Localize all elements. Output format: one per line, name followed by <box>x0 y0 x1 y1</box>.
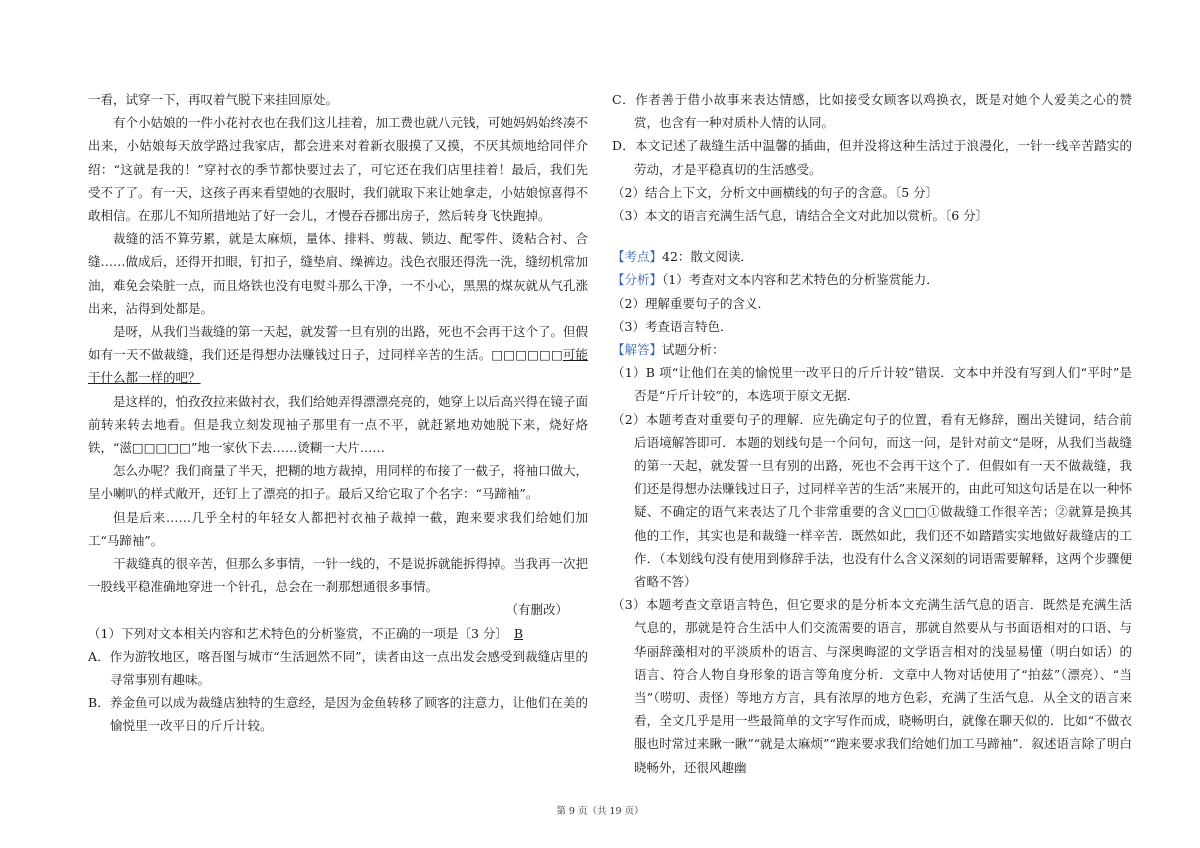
kaodian-text: 42：散文阅读． <box>662 249 753 265</box>
jieda-line <box>612 338 1132 361</box>
question-1-text: （1）下列对文本相关内容和艺术特色的分析鉴赏，不正确的一项是〔3 分〕 <box>88 625 508 641</box>
question-2: （2）结合上下文，分析文中画横线的句子的含意。〔5 分〕 <box>612 184 939 200</box>
option-d: D．本文记述了裁缝生活中温馨的插曲，但并没将这种生活过于浪漫化，一针一线辛苦踏实的劳动，才是平稳真切的生活感受。 <box>612 138 1132 177</box>
right-column <box>612 88 1132 779</box>
para-4 <box>88 320 588 390</box>
kaodian-line <box>612 245 1132 268</box>
page-footer: 第 9 页（共 19 页） <box>556 806 644 817</box>
para-1: 一看，试穿一下，再叹着气脱下来挂回原处。 <box>88 92 339 107</box>
jieda-tag: 【解答】 <box>612 342 663 358</box>
answer-1: （1）B 项“让他们在美的愉悦里一改平日的斤斤计较”错误．文本中并没有写到人们“平时”是否是“斤斤计较”的，本选项于原文无据． <box>612 365 1132 404</box>
placeholder-boxes-1: □□□□□□ <box>491 347 563 363</box>
question-3: （3）本文的语言充满生活气息，请结合全文对此加以赏析。〔6 分〕 <box>612 208 989 224</box>
fenxi-3: （3）考查语言特色． <box>612 318 733 334</box>
para-6: 怎么办呢？我们商量了半天，把糊的地方裁掉，用同样的布接了一截子，将袖口做大，呈小喇叭的样式敞开，还钉上了漂亮的扣子。最后又给它取了个名字：“马蹄袖”。 <box>88 463 589 502</box>
para-5-text: 是这样的，怕孜孜拉来做衬衣，我们给她弄得漂漂亮亮的，她穿上以后高兴得在镜子面前转来转去地看。但是我立刻发现袖子那里有一点不平，就赶紧地劝她脱下来，烧好烙铁，“滋 <box>88 393 589 456</box>
spacer <box>612 227 1132 245</box>
jieda-text: 试题分析： <box>662 342 725 358</box>
placeholder-boxes-2: □□□□□ <box>131 440 191 456</box>
option-a: A．作为游牧地区，喀吾图与城市“生活迥然不同”，读者由这一点出发会感受到裁缝店里的寻常事别有趣味。 <box>88 648 588 688</box>
para-5 <box>88 390 588 460</box>
fenxi-tag: 【分析】 <box>612 272 663 288</box>
fenxi-text: （1）考查对文本内容和艺术特色的分析鉴赏能力． <box>662 272 939 288</box>
para-3: 裁缝的活不算劳累，就是太麻烦，量体、排料、剪裁、锁边、配零件、烫粘合衬、合缝……做成后，还得开扣眼，钉扣子，缝垫肩、缲裤边。浅色衣服还得洗一洗，缝纫机常加油，难免会染脏一点，而且烙铁也没有电熨斗那么干净，一不小心，黑黑的煤灰就从气孔涨出来，沾得到处都是。 <box>88 231 589 316</box>
para-4-text: 是呀，从我们当裁缝的第一天起，就发誓一旦有别的出路，死也不会再干这个了。但假如有一天不做裁缝，我们还是得想办法赚钱过日子，过同样辛苦的生活。 <box>88 324 589 363</box>
para-2: 有个小姑娘的一件小花衬衣也在我们这儿挂着，加工费也就八元钱，可她妈妈始终凑不出来，小姑娘每天放学路过我家店，都会进来对着新衣服摸了又摸，不厌其烦地给同伴介绍：“这就是我的！”穿衬衣的季节都快要过去了，可它还在我们店里挂着！最后，我们先受不了了。有一天，这孩子再来看望她的衣服时，我们就取下来让她拿走，小姑娘惊喜得不敢相信。在那儿不知所措地站了好一会儿，才慢吞吞挪出房子，然后转身飞快跑掉。 <box>88 115 589 224</box>
left-column <box>88 88 588 738</box>
para-5-end: ”地一家伙下去……烫糊一大片…… <box>190 440 385 456</box>
abridged-note: （有删改） <box>505 602 568 618</box>
option-b: B．养金鱼可以成为裁缝店独特的生意经，是因为金鱼转移了顾客的注意力，让他们在美的愉悦里一改平日的斤斤计较。 <box>88 695 588 734</box>
answer-3: （3）本题考查文章语言特色，但它要求的是分析本文充满生活气息的语言．既然是充满生活气息的，那就是符合生活中人们交流需要的语言，那就自然要从与书面语相对的口语、与华丽辞藻相对的平淡质朴的语言、与深奥晦涩的文学语言相对的浅显易懂（明白如话）的语言、符合人物自身形象的语言等角度分析．文章中人物对话使用了“拍兹”（漂亮）、“当当”（唠叨、责怪）等地方方言，具有浓厚的地方色彩，充满了生活气息．从全文的语言来看，全文几乎是用一些最简单的文字写作而成，晓畅明白，就像在聊天似的．比如“不做衣服也时常过来瞅一瞅”“就是太麻烦”“跑来要求我们给她们加工马蹄袖”．叙述语言除了明白晓畅外，还很风趣幽 <box>612 597 1132 775</box>
para-8: 干裁缝真的很辛苦，但那么多事情，一针一线的，不是说拆就能拆得掉。当我再一次把一股线平稳准确地穿进一个针孔，总会在一刹那想通很多事情。 <box>88 556 589 595</box>
option-c: C．作者善于借小故事来表达情感，比如接受女顾客以鸡换衣，既是对她个人爱美之心的赞赏，也含有一种对质朴人情的认同。 <box>612 92 1132 131</box>
para-7: 但是后来……几乎全村的年轻女人都把衬衣袖子裁掉一截，跑来要求我们给她们加工“马蹄袖”。 <box>88 509 588 548</box>
question-1 <box>88 622 588 645</box>
fenxi-2: （2）理解重要句子的含义． <box>612 295 770 311</box>
answer-2: （2）本题考查对重要句子的理解．应先确定句子的位置，看有无修辞，圈出关键词，结合前后语境解答即可．本题的划线句是一个问句，而这一问，是针对前文“是呀，从我们当裁缝的第一天起，就发誓一旦有别的出路，死也不会再干这个了．但假如有一天不做裁缝，我们还是得想办法赚钱过日子，过同样辛苦的生活”来展开的，由此可知这句话是在以一种怀疑、不确定的语气来表达了几个非常重要的含义□□①做裁缝工作很辛苦；②就算是换其他的工作，其实也是和裁缝一样辛苦．既然如此，我们还不如踏踏实实地做好裁缝店的工作．（本划线句没有使用到修辞手法，也没有什么含义深刻的词语需要解释，这两个步骤便省略不答） <box>612 411 1132 590</box>
underlined-sentence: 可能干什么都一样的吧？ <box>88 347 588 386</box>
answer-blank: B <box>513 625 524 641</box>
fenxi-line <box>612 268 1132 291</box>
kaodian-tag: 【考点】 <box>612 249 663 265</box>
